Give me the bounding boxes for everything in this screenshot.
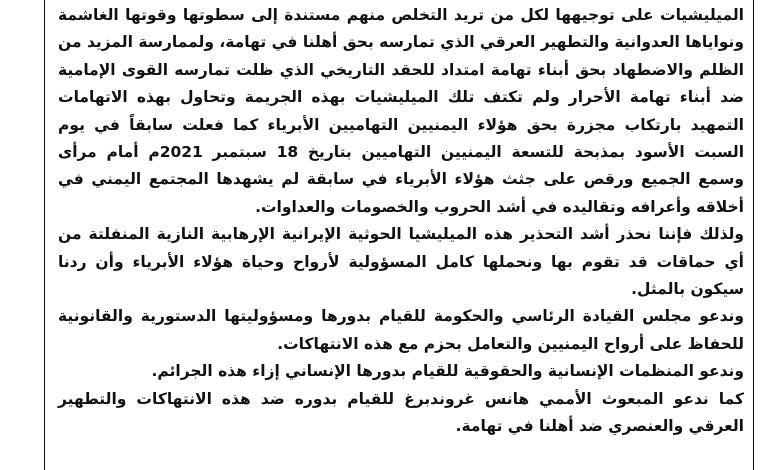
- paragraph-warning: ولذلك فإننا نحذر أشد التحذير هذه الميليشيا الحوثية الإيرانية الإرهابية النازية المنفلتة من أي حماقات قد تقوم بها ونحملها كامل المسؤولية لأرواح وحياة هؤلاء الأبرياء وأن ردنا سيكون بالمثل.: [58, 225, 744, 299]
- paragraph-call-humanitarian-orgs: وندعو المنظمات الإنسانية والحقوقية للقيام بدورها الإنساني إزاء هذه الجرائم.: [151, 362, 744, 381]
- paragraph-call-presidential-council: وندعو مجلس القيادة الرئاسي والحكومة للقيام بدورها ومسؤوليتها الدستورية والقانونية للحفاظ على أرواح اليمنيين والتعامل بحزم مع هذه الانتهاكات.: [58, 307, 744, 353]
- paragraph-militia-practices: الميليشيات على توجيهها لكل من تريد التخلص منهم مستندة إلى سطوتها وقوتها الغاشمة ونواياها العدوانية والتطهير العرقي الذي تمارسه بحق أهلنا في تهامة، ولممارسة المزيد من الظلم والاضطهاد بحق أبناء تهامة امتداد للحقد التاريخي الذي ظلت تمارسه القوى الإمامية ضد أبناء تهامة الأحرار ولم تكتف تلك الميليشيات بهذه الجريمة وتحاول بهذه الاتهامات التمهيد بارتكاب مجزرة بحق هؤلاء اليمنيين التهاميين الأبرياء كما فعلت سابقاً في يوم السبت الأسود بمذبحة للتسعة اليمنيين التهاميين بتاريخ 18 سبتمبر 2021م أمام مرأى وسمع الجميع ورقص على جثث هؤلاء الأبرياء في سابقة لم يشهدها المجتمع اليمني في أخلاقه وأعرافه وتقاليده في أشد الحروب والخصومات والعداوات.: [58, 6, 745, 216]
- paragraph-call-un-envoy: كما ندعو المبعوث الأممي هانس غروندبرغ للقيام بدوره ضد هذه الانتهاكات والتطهير العرقي والعنصري ضد أهلنا في تهامة.: [58, 389, 744, 436]
- document-body: [58, 2, 744, 441]
- page-border-left: [44, 0, 45, 470]
- page-border-right: [753, 0, 754, 470]
